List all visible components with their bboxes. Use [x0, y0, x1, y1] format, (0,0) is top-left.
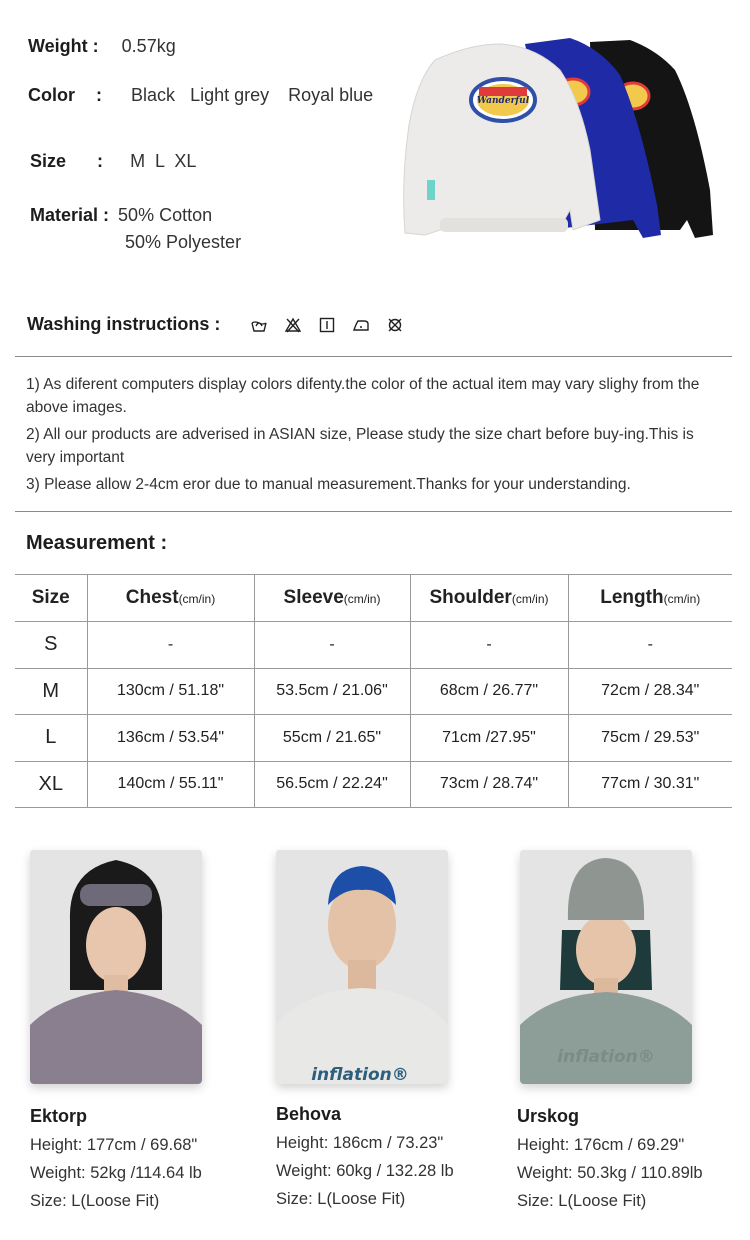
model-photo [276, 850, 448, 1084]
table-row [15, 715, 732, 762]
no-dry-clean-icon [386, 316, 404, 334]
measurement-title: Measurement : [26, 532, 168, 554]
header-chest: Chest(cm/in) [87, 575, 254, 622]
no-bleach-icon [284, 316, 302, 334]
table-cell: 55cm / 21.65" [254, 715, 410, 762]
header-sleeve: Sleeve(cm/in) [254, 575, 410, 622]
note-2: 2) All our products are adverised in ASIAN size, Please study the size chart before buy-ing.This is very important [26, 426, 694, 466]
shirt-print: inflation® [557, 1047, 655, 1067]
weight-value: 0.57kg [121, 36, 176, 56]
model-height: Height: 177cm / 69.68" [30, 1136, 198, 1154]
table-cell: 77cm / 30.31" [568, 761, 732, 808]
table-cell: 68cm / 26.77" [410, 668, 568, 715]
color-separator: : [96, 85, 103, 105]
model-size: Size: L(Loose Fit) [517, 1192, 647, 1210]
weight-row [28, 36, 176, 57]
size-label: Size [30, 151, 67, 171]
table-cell: M [15, 668, 87, 715]
material-polyester: 50% Polyester [125, 232, 242, 252]
table-row [15, 622, 732, 669]
product-image [395, 30, 720, 255]
table-cell: 140cm / 55.11" [87, 761, 254, 808]
color-label: Color [28, 85, 75, 105]
table-cell: 56.5cm / 22.24" [254, 761, 410, 808]
table-row [15, 668, 732, 715]
model-photo [520, 850, 692, 1084]
material-cotton: 50% Cotton [118, 205, 213, 225]
size-row [30, 151, 196, 172]
size-chart-table [15, 574, 732, 808]
table-cell: S [15, 622, 87, 669]
material-row [30, 205, 212, 226]
model-size: Size: L(Loose Fit) [276, 1190, 406, 1208]
table-cell: 73cm / 28.74" [410, 761, 568, 808]
washing-icons [250, 316, 404, 334]
header-shoulder: Shoulder(cm/in) [410, 575, 568, 622]
table-cell: 75cm / 29.53" [568, 715, 732, 762]
divider-bottom [15, 511, 732, 512]
model-height: Height: 186cm / 73.23" [276, 1134, 444, 1152]
size-values: M L XL [130, 151, 197, 171]
size-separator: : [97, 151, 104, 171]
model-weight: Weight: 52kg /114.64 lb [30, 1164, 202, 1182]
table-header-row [15, 575, 732, 622]
table-cell: - [254, 622, 410, 669]
model-name: Behova [276, 1104, 342, 1124]
notes [26, 373, 726, 500]
model-size: Size: L(Loose Fit) [30, 1192, 160, 1210]
model-card-ektorp [30, 850, 280, 1211]
weight-label: Weight : [28, 36, 99, 56]
color-option-royal-blue: Royal blue [288, 85, 374, 105]
table-cell: 136cm / 53.54" [87, 715, 254, 762]
model-weight: Weight: 50.3kg / 110.89lb [517, 1164, 703, 1182]
model-photo [30, 850, 202, 1084]
model-card-behova [276, 850, 526, 1209]
note-1: 1) As diferent computers display colors difenty.the color of the actual item may vary slighy from the above images. [26, 376, 700, 416]
color-row [28, 85, 373, 106]
divider-top [15, 356, 732, 357]
model-card-urskog [517, 850, 750, 1211]
tumble-dry-icon [318, 316, 336, 334]
table-cell: L [15, 715, 87, 762]
model-name: Urskog [517, 1106, 580, 1126]
shirt-print: inflation® [311, 1065, 409, 1084]
note-3: 3) Please allow 2-4cm eror due to manual measurement.Thanks for your understanding. [26, 476, 631, 493]
model-name: Ektorp [30, 1106, 88, 1126]
table-row [15, 761, 732, 808]
product-print-text: Wanderful [476, 96, 530, 106]
table-cell: - [87, 622, 254, 669]
color-option-light-grey: Light grey [190, 85, 270, 105]
iron-icon [352, 316, 370, 334]
table-cell: 53.5cm / 21.06" [254, 668, 410, 715]
model-weight: Weight: 60kg / 132.28 lb [276, 1162, 454, 1180]
model-height: Height: 176cm / 69.29" [517, 1136, 685, 1154]
header-length: Length(cm/in) [568, 575, 732, 622]
hand-wash-icon [250, 316, 268, 334]
table-cell: 71cm /27.95" [410, 715, 568, 762]
table-cell: - [568, 622, 732, 669]
color-option-black: Black [131, 85, 176, 105]
header-size: Size [15, 575, 87, 622]
material-label: Material : [30, 205, 110, 225]
table-cell: 72cm / 28.34" [568, 668, 732, 715]
table-cell: XL [15, 761, 87, 808]
washing-instructions-label: Washing instructions : [27, 314, 221, 334]
table-cell: 130cm / 51.18" [87, 668, 254, 715]
table-cell: - [410, 622, 568, 669]
material-row-2 [125, 232, 241, 253]
